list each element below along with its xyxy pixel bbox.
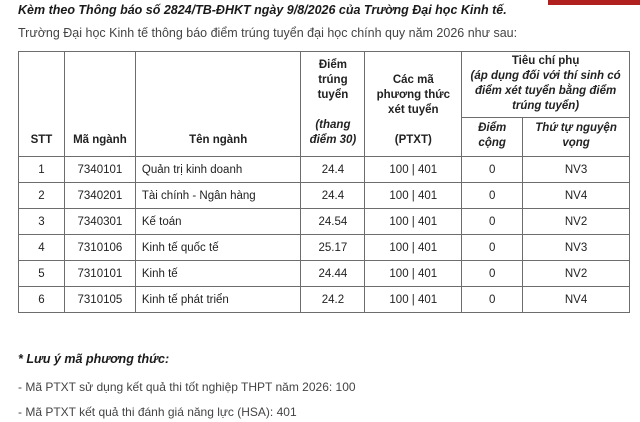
cell-bonus: 0 [462, 183, 523, 209]
method-note-title: * Lưu ý mã phương thức: [18, 352, 170, 366]
cell-stt: 2 [19, 183, 65, 209]
header-score [301, 52, 365, 157]
table-row [19, 287, 630, 313]
cell-methods: 100 | 401 [365, 235, 462, 261]
cell-bonus: 0 [462, 261, 523, 287]
cell-major-name: Tài chính - Ngân hàng [135, 183, 301, 209]
method-note-401: - Mã PTXT kết quả thi đánh giá năng lực (HSA): 401 [18, 405, 297, 419]
cell-methods: 100 | 401 [365, 183, 462, 209]
cell-methods: 100 | 401 [365, 209, 462, 235]
header-bonus: Điểm cộng [462, 118, 523, 157]
cell-bonus: 0 [462, 235, 523, 261]
cell-major-code: 7340301 [64, 209, 135, 235]
table-row [19, 209, 630, 235]
cell-stt: 1 [19, 157, 65, 183]
cell-priority: NV3 [523, 157, 630, 183]
cell-score: 24.2 [301, 287, 365, 313]
announcement-heading: Kèm theo Thông báo số 2824/TB-ĐHKT ngày 9/8/2026 của Trường Đại học Kinh tế. [18, 3, 507, 17]
cell-bonus: 0 [462, 209, 523, 235]
table-row [19, 183, 630, 209]
header-criteria-desc: (áp dụng đối với thí sinh có điểm xét tuyển bằng điểm trúng tuyển) [470, 70, 621, 112]
cell-major-code: 7310106 [64, 235, 135, 261]
table-header-row [19, 52, 630, 118]
cell-score: 24.54 [301, 209, 365, 235]
cell-score: 24.4 [301, 157, 365, 183]
header-stt: STT [19, 52, 65, 157]
cell-major-name: Kinh tế phát triển [135, 287, 301, 313]
header-major-code: Mã ngành [64, 52, 135, 157]
cell-major-code: 7310105 [64, 287, 135, 313]
admission-scores-table [18, 51, 630, 313]
header-major-name: Tên ngành [135, 52, 301, 157]
cell-stt: 6 [19, 287, 65, 313]
accent-bar [548, 0, 640, 5]
cell-priority: NV3 [523, 235, 630, 261]
header-score-title: Điểm trúng tuyển [317, 59, 349, 101]
cell-priority: NV2 [523, 209, 630, 235]
header-score-scale: (thang điểm 30) [309, 119, 357, 146]
table-row [19, 157, 630, 183]
cell-major-name: Kinh tế quốc tế [135, 235, 301, 261]
cell-major-code: 7340101 [64, 157, 135, 183]
header-methods [365, 52, 462, 157]
cell-score: 25.17 [301, 235, 365, 261]
cell-major-name: Quản trị kinh doanh [135, 157, 301, 183]
cell-bonus: 0 [462, 157, 523, 183]
table-row [19, 235, 630, 261]
cell-stt: 5 [19, 261, 65, 287]
cell-methods: 100 | 401 [365, 261, 462, 287]
header-priority: Thứ tự nguyện vọng [523, 118, 630, 157]
header-methods-title: Các mã phương thức xét tuyển [376, 74, 450, 116]
cell-major-code: 7310101 [64, 261, 135, 287]
cell-priority: NV4 [523, 183, 630, 209]
cell-major-name: Kế toán [135, 209, 301, 235]
intro-text: Trường Đại học Kinh tế thông báo điểm trúng tuyển đại học chính quy năm 2026 như sau: [18, 26, 518, 40]
table-row [19, 261, 630, 287]
cell-priority: NV4 [523, 287, 630, 313]
header-methods-sub: (PTXT) [394, 134, 432, 146]
cell-methods: 100 | 401 [365, 287, 462, 313]
cell-major-name: Kinh tế [135, 261, 301, 287]
header-criteria-title: Tiêu chí phụ [511, 55, 580, 67]
cell-bonus: 0 [462, 287, 523, 313]
cell-score: 24.4 [301, 183, 365, 209]
cell-methods: 100 | 401 [365, 157, 462, 183]
cell-score: 24.44 [301, 261, 365, 287]
cell-priority: NV2 [523, 261, 630, 287]
cell-major-code: 7340201 [64, 183, 135, 209]
cell-stt: 3 [19, 209, 65, 235]
method-note-100: - Mã PTXT sử dụng kết quả thi tốt nghiệp THPT năm 2026: 100 [18, 380, 356, 394]
header-criteria [462, 52, 630, 118]
cell-stt: 4 [19, 235, 65, 261]
